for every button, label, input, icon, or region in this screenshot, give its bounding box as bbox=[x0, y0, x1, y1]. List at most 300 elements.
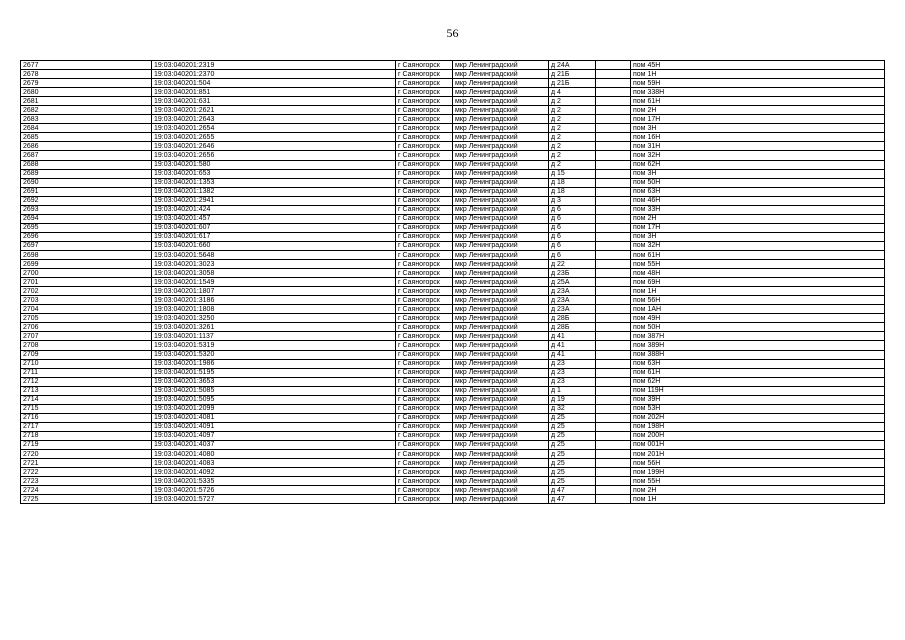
table-row bbox=[21, 278, 885, 287]
row-number-cell: 2684 bbox=[21, 124, 152, 133]
house-cell: д 25 bbox=[549, 413, 596, 422]
city-cell: г Саяногорск bbox=[396, 97, 453, 106]
table-row bbox=[21, 196, 885, 205]
row-number-cell: 2696 bbox=[21, 232, 152, 241]
district-cell: мкр Ленинградский bbox=[453, 323, 549, 332]
house-cell: д 2 bbox=[549, 133, 596, 142]
city-cell: г Саяногорск bbox=[396, 232, 453, 241]
table-row bbox=[21, 151, 885, 160]
city-cell: г Саяногорск bbox=[396, 341, 453, 350]
blank-cell bbox=[596, 495, 631, 504]
table-row bbox=[21, 223, 885, 232]
district-cell: мкр Ленинградский bbox=[453, 169, 549, 178]
cadastral-number-cell: 19:03:040201:5727 bbox=[152, 495, 396, 504]
house-cell: д 25 bbox=[549, 450, 596, 459]
house-cell: д 25 bbox=[549, 440, 596, 449]
table-row bbox=[21, 232, 885, 241]
district-cell: мкр Ленинградский bbox=[453, 133, 549, 142]
premises-cell: пом 53Н bbox=[631, 404, 885, 413]
blank-cell bbox=[596, 196, 631, 205]
house-cell: д 23А bbox=[549, 305, 596, 314]
row-number-cell: 2683 bbox=[21, 115, 152, 124]
row-number-cell: 2698 bbox=[21, 250, 152, 259]
district-cell: мкр Ленинградский bbox=[453, 359, 549, 368]
cadastral-number-cell: 19:03:040201:4081 bbox=[152, 413, 396, 422]
cadastral-number-cell: 19:03:040201:1808 bbox=[152, 305, 396, 314]
district-cell: мкр Ленинградский bbox=[453, 61, 549, 70]
row-number-cell: 2710 bbox=[21, 359, 152, 368]
district-cell: мкр Ленинградский bbox=[453, 305, 549, 314]
row-number-cell: 2695 bbox=[21, 223, 152, 232]
premises-cell: пом 62Н bbox=[631, 377, 885, 386]
row-number-cell: 2713 bbox=[21, 386, 152, 395]
blank-cell bbox=[596, 431, 631, 440]
cadastral-number-cell: 19:03:040201:4092 bbox=[152, 468, 396, 477]
city-cell: г Саяногорск bbox=[396, 70, 453, 79]
cadastral-number-cell: 19:03:040201:5319 bbox=[152, 341, 396, 350]
row-number-cell: 2677 bbox=[21, 61, 152, 70]
city-cell: г Саяногорск bbox=[396, 350, 453, 359]
house-cell: д 32 bbox=[549, 404, 596, 413]
district-cell: мкр Ленинградский bbox=[453, 296, 549, 305]
premises-cell: пом 48Н bbox=[631, 269, 885, 278]
row-number-cell: 2701 bbox=[21, 278, 152, 287]
cadastral-number-cell: 19:03:040201:1549 bbox=[152, 278, 396, 287]
cadastral-number-cell: 19:03:040201:4083 bbox=[152, 459, 396, 468]
house-cell: д 2 bbox=[549, 142, 596, 151]
city-cell: г Саяногорск bbox=[396, 269, 453, 278]
premises-cell: пом 61Н bbox=[631, 250, 885, 259]
district-cell: мкр Ленинградский bbox=[453, 97, 549, 106]
premises-cell: пом 3Н bbox=[631, 124, 885, 133]
table-row bbox=[21, 214, 885, 223]
row-number-cell: 2681 bbox=[21, 97, 152, 106]
house-cell: д 47 bbox=[549, 495, 596, 504]
district-cell: мкр Ленинградский bbox=[453, 223, 549, 232]
table-row bbox=[21, 368, 885, 377]
cadastral-number-cell: 19:03:040201:4037 bbox=[152, 440, 396, 449]
row-number-cell: 2685 bbox=[21, 133, 152, 142]
row-number-cell: 2700 bbox=[21, 269, 152, 278]
house-cell: д 3 bbox=[549, 196, 596, 205]
blank-cell bbox=[596, 422, 631, 431]
blank-cell bbox=[596, 115, 631, 124]
district-cell: мкр Ленинградский bbox=[453, 178, 549, 187]
house-cell: д 4 bbox=[549, 88, 596, 97]
premises-cell: пом 55Н bbox=[631, 260, 885, 269]
district-cell: мкр Ленинградский bbox=[453, 486, 549, 495]
premises-cell: пом 39Н bbox=[631, 395, 885, 404]
district-cell: мкр Ленинградский bbox=[453, 115, 549, 124]
blank-cell bbox=[596, 142, 631, 151]
row-number-cell: 2708 bbox=[21, 341, 152, 350]
district-cell: мкр Ленинградский bbox=[453, 241, 549, 250]
house-cell: д 18 bbox=[549, 187, 596, 196]
house-cell: д 25 bbox=[549, 422, 596, 431]
premises-cell: пом 199Н bbox=[631, 468, 885, 477]
district-cell: мкр Ленинградский bbox=[453, 232, 549, 241]
city-cell: г Саяногорск bbox=[396, 377, 453, 386]
blank-cell bbox=[596, 70, 631, 79]
cadastral-number-cell: 19:03:040201:617 bbox=[152, 232, 396, 241]
table-row bbox=[21, 413, 885, 422]
district-cell: мкр Ленинградский bbox=[453, 79, 549, 88]
blank-cell bbox=[596, 124, 631, 133]
row-number-cell: 2689 bbox=[21, 169, 152, 178]
house-cell: д 21Б bbox=[549, 70, 596, 79]
premises-cell: пом 202Н bbox=[631, 413, 885, 422]
premises-cell: пом 61Н bbox=[631, 368, 885, 377]
table-row bbox=[21, 305, 885, 314]
district-cell: мкр Ленинградский bbox=[453, 431, 549, 440]
cadastral-number-cell: 19:03:040201:2656 bbox=[152, 151, 396, 160]
house-cell: д 2 bbox=[549, 97, 596, 106]
premises-cell: пом 3Н bbox=[631, 169, 885, 178]
table-row bbox=[21, 97, 885, 106]
table-row bbox=[21, 287, 885, 296]
row-number-cell: 2702 bbox=[21, 287, 152, 296]
house-cell: д 25А bbox=[549, 278, 596, 287]
house-cell: д 23 bbox=[549, 359, 596, 368]
city-cell: г Саяногорск bbox=[396, 404, 453, 413]
blank-cell bbox=[596, 241, 631, 250]
house-cell: д 41 bbox=[549, 341, 596, 350]
cadastral-number-cell: 19:03:040201:4080 bbox=[152, 450, 396, 459]
district-cell: мкр Ленинградский bbox=[453, 70, 549, 79]
city-cell: г Саяногорск bbox=[396, 368, 453, 377]
premises-cell: пом 200Н bbox=[631, 431, 885, 440]
premises-cell: пом 2Н bbox=[631, 214, 885, 223]
house-cell: д 41 bbox=[549, 332, 596, 341]
cadastral-number-cell: 19:03:040201:1986 bbox=[152, 359, 396, 368]
premises-cell: пом 3Н bbox=[631, 232, 885, 241]
district-cell: мкр Ленинградский bbox=[453, 196, 549, 205]
city-cell: г Саяногорск bbox=[396, 115, 453, 124]
district-cell: мкр Ленинградский bbox=[453, 332, 549, 341]
blank-cell bbox=[596, 368, 631, 377]
premises-cell: пом 1Н bbox=[631, 495, 885, 504]
blank-cell bbox=[596, 151, 631, 160]
city-cell: г Саяногорск bbox=[396, 305, 453, 314]
row-number-cell: 2724 bbox=[21, 486, 152, 495]
blank-cell bbox=[596, 450, 631, 459]
blank-cell bbox=[596, 413, 631, 422]
row-number-cell: 2694 bbox=[21, 214, 152, 223]
blank-cell bbox=[596, 232, 631, 241]
blank-cell bbox=[596, 88, 631, 97]
district-cell: мкр Ленинградский bbox=[453, 386, 549, 395]
district-cell: мкр Ленинградский bbox=[453, 404, 549, 413]
row-number-cell: 2693 bbox=[21, 205, 152, 214]
table-row bbox=[21, 106, 885, 115]
district-cell: мкр Ленинградский bbox=[453, 341, 549, 350]
house-cell: д 47 bbox=[549, 486, 596, 495]
table-row bbox=[21, 459, 885, 468]
table-row bbox=[21, 386, 885, 395]
table-row bbox=[21, 61, 885, 70]
table-row bbox=[21, 332, 885, 341]
city-cell: г Саяногорск bbox=[396, 187, 453, 196]
house-cell: д 41 bbox=[549, 350, 596, 359]
cadastral-number-cell: 19:03:040201:4097 bbox=[152, 431, 396, 440]
table-row bbox=[21, 142, 885, 151]
blank-cell bbox=[596, 440, 631, 449]
cadastral-number-cell: 19:03:040201:660 bbox=[152, 241, 396, 250]
premises-cell: пом 119Н bbox=[631, 386, 885, 395]
blank-cell bbox=[596, 79, 631, 88]
house-cell: д 28Б bbox=[549, 314, 596, 323]
premises-cell: пом 17Н bbox=[631, 223, 885, 232]
cadastral-number-cell: 19:03:040201:580 bbox=[152, 160, 396, 169]
cadastral-number-cell: 19:03:040201:607 bbox=[152, 223, 396, 232]
district-cell: мкр Ленинградский bbox=[453, 160, 549, 169]
city-cell: г Саяногорск bbox=[396, 151, 453, 160]
cadastral-number-cell: 19:03:040201:5726 bbox=[152, 486, 396, 495]
district-cell: мкр Ленинградский bbox=[453, 468, 549, 477]
house-cell: д 15 bbox=[549, 169, 596, 178]
table-row bbox=[21, 88, 885, 97]
district-cell: мкр Ленинградский bbox=[453, 88, 549, 97]
house-cell: д 6 bbox=[549, 232, 596, 241]
row-number-cell: 2719 bbox=[21, 440, 152, 449]
blank-cell bbox=[596, 133, 631, 142]
blank-cell bbox=[596, 359, 631, 368]
blank-cell bbox=[596, 61, 631, 70]
city-cell: г Саяногорск bbox=[396, 287, 453, 296]
city-cell: г Саяногорск bbox=[396, 314, 453, 323]
premises-cell: пом 45Н bbox=[631, 61, 885, 70]
blank-cell bbox=[596, 205, 631, 214]
premises-cell: пом 59Н bbox=[631, 79, 885, 88]
city-cell: г Саяногорск bbox=[396, 332, 453, 341]
premises-cell: пом 2Н bbox=[631, 486, 885, 495]
row-number-cell: 2712 bbox=[21, 377, 152, 386]
premises-cell: пом 50Н bbox=[631, 323, 885, 332]
row-number-cell: 2714 bbox=[21, 395, 152, 404]
district-cell: мкр Ленинградский bbox=[453, 205, 549, 214]
table-row bbox=[21, 440, 885, 449]
district-cell: мкр Ленинградский bbox=[453, 477, 549, 486]
district-cell: мкр Ленинградский bbox=[453, 395, 549, 404]
house-cell: д 25 bbox=[549, 459, 596, 468]
city-cell: г Саяногорск bbox=[396, 142, 453, 151]
row-number-cell: 2722 bbox=[21, 468, 152, 477]
district-cell: мкр Ленинградский bbox=[453, 124, 549, 133]
district-cell: мкр Ленинградский bbox=[453, 187, 549, 196]
house-cell: д 2 bbox=[549, 115, 596, 124]
city-cell: г Саяногорск bbox=[396, 413, 453, 422]
city-cell: г Саяногорск bbox=[396, 88, 453, 97]
row-number-cell: 2725 bbox=[21, 495, 152, 504]
cadastral-number-cell: 19:03:040201:2655 bbox=[152, 133, 396, 142]
district-cell: мкр Ленинградский bbox=[453, 377, 549, 386]
district-cell: мкр Ленинградский bbox=[453, 314, 549, 323]
district-cell: мкр Ленинградский bbox=[453, 278, 549, 287]
cadastral-number-cell: 19:03:040201:1382 bbox=[152, 187, 396, 196]
table-row bbox=[21, 477, 885, 486]
row-number-cell: 2716 bbox=[21, 413, 152, 422]
district-cell: мкр Ленинградский bbox=[453, 106, 549, 115]
city-cell: г Саяногорск bbox=[396, 459, 453, 468]
city-cell: г Саяногорск bbox=[396, 160, 453, 169]
cadastral-number-cell: 19:03:040201:504 bbox=[152, 79, 396, 88]
table-row bbox=[21, 450, 885, 459]
row-number-cell: 2692 bbox=[21, 196, 152, 205]
house-cell: д 6 bbox=[549, 205, 596, 214]
cadastral-number-cell: 19:03:040201:5195 bbox=[152, 368, 396, 377]
blank-cell bbox=[596, 214, 631, 223]
premises-cell: пом 69Н bbox=[631, 278, 885, 287]
table-row bbox=[21, 395, 885, 404]
table-row bbox=[21, 350, 885, 359]
district-cell: мкр Ленинградский bbox=[453, 459, 549, 468]
cadastral-number-cell: 19:03:040201:5335 bbox=[152, 477, 396, 486]
house-cell: д 25 bbox=[549, 477, 596, 486]
table-row bbox=[21, 359, 885, 368]
house-cell: д 18 bbox=[549, 178, 596, 187]
cadastral-number-cell: 19:03:040201:631 bbox=[152, 97, 396, 106]
cadastral-number-cell: 19:03:040201:1353 bbox=[152, 178, 396, 187]
blank-cell bbox=[596, 395, 631, 404]
premises-cell: пом 16Н bbox=[631, 133, 885, 142]
house-cell: д 6 bbox=[549, 214, 596, 223]
city-cell: г Саяногорск bbox=[396, 477, 453, 486]
premises-cell: пом 56Н bbox=[631, 296, 885, 305]
table-row bbox=[21, 79, 885, 88]
blank-cell bbox=[596, 296, 631, 305]
blank-cell bbox=[596, 404, 631, 413]
house-cell: д 23Б bbox=[549, 269, 596, 278]
row-number-cell: 2690 bbox=[21, 178, 152, 187]
row-number-cell: 2682 bbox=[21, 106, 152, 115]
table-row bbox=[21, 250, 885, 259]
cadastral-number-cell: 19:03:040201:3250 bbox=[152, 314, 396, 323]
district-cell: мкр Ленинградский bbox=[453, 440, 549, 449]
blank-cell bbox=[596, 287, 631, 296]
district-cell: мкр Ленинградский bbox=[453, 495, 549, 504]
row-number-cell: 2721 bbox=[21, 459, 152, 468]
city-cell: г Саяногорск bbox=[396, 196, 453, 205]
row-number-cell: 2715 bbox=[21, 404, 152, 413]
premises-cell: пом 49Н bbox=[631, 314, 885, 323]
row-number-cell: 2697 bbox=[21, 241, 152, 250]
table-row bbox=[21, 133, 885, 142]
house-cell: д 19 bbox=[549, 395, 596, 404]
row-number-cell: 2703 bbox=[21, 296, 152, 305]
city-cell: г Саяногорск bbox=[396, 223, 453, 232]
premises-cell: пом 61Н bbox=[631, 97, 885, 106]
premises-cell: пом 56Н bbox=[631, 459, 885, 468]
blank-cell bbox=[596, 269, 631, 278]
table-row bbox=[21, 431, 885, 440]
blank-cell bbox=[596, 160, 631, 169]
city-cell: г Саяногорск bbox=[396, 359, 453, 368]
table-row bbox=[21, 260, 885, 269]
row-number-cell: 2687 bbox=[21, 151, 152, 160]
premises-cell: пом 62Н bbox=[631, 160, 885, 169]
district-cell: мкр Ленинградский bbox=[453, 287, 549, 296]
city-cell: г Саяногорск bbox=[396, 422, 453, 431]
cadastral-number-cell: 19:03:040201:851 bbox=[152, 88, 396, 97]
row-number-cell: 2699 bbox=[21, 260, 152, 269]
city-cell: г Саяногорск bbox=[396, 486, 453, 495]
premises-cell: пом 387Н bbox=[631, 332, 885, 341]
city-cell: г Саяногорск bbox=[396, 169, 453, 178]
house-cell: д 23А bbox=[549, 296, 596, 305]
row-number-cell: 2688 bbox=[21, 160, 152, 169]
blank-cell bbox=[596, 187, 631, 196]
cadastral-number-cell: 19:03:040201:2941 bbox=[152, 196, 396, 205]
table-row bbox=[21, 115, 885, 124]
premises-cell: пом 33Н bbox=[631, 205, 885, 214]
house-cell: д 1 bbox=[549, 386, 596, 395]
district-cell: мкр Ленинградский bbox=[453, 260, 549, 269]
table-row bbox=[21, 486, 885, 495]
blank-cell bbox=[596, 169, 631, 178]
premises-cell: пом 198Н bbox=[631, 422, 885, 431]
premises-cell: пом 63Н bbox=[631, 187, 885, 196]
premises-cell: пом 55Н bbox=[631, 477, 885, 486]
table-row bbox=[21, 296, 885, 305]
house-cell: д 28Б bbox=[549, 323, 596, 332]
house-cell: д 6 bbox=[549, 223, 596, 232]
row-number-cell: 2718 bbox=[21, 431, 152, 440]
cadastral-number-cell: 19:03:040201:2621 bbox=[152, 106, 396, 115]
city-cell: г Саяногорск bbox=[396, 260, 453, 269]
city-cell: г Саяногорск bbox=[396, 124, 453, 133]
house-cell: д 6 bbox=[549, 250, 596, 259]
city-cell: г Саяногорск bbox=[396, 241, 453, 250]
cadastral-number-cell: 19:03:040201:4091 bbox=[152, 422, 396, 431]
cadastral-number-cell: 19:03:040201:457 bbox=[152, 214, 396, 223]
district-cell: мкр Ленинградский bbox=[453, 151, 549, 160]
cadastral-number-cell: 19:03:040201:2654 bbox=[152, 124, 396, 133]
blank-cell bbox=[596, 386, 631, 395]
blank-cell bbox=[596, 350, 631, 359]
house-cell: д 22 bbox=[549, 260, 596, 269]
cadastral-number-cell: 19:03:040201:3261 bbox=[152, 323, 396, 332]
blank-cell bbox=[596, 468, 631, 477]
city-cell: г Саяногорск bbox=[396, 450, 453, 459]
premises-cell: пом 1Н bbox=[631, 70, 885, 79]
blank-cell bbox=[596, 97, 631, 106]
premises-cell: пом 63Н bbox=[631, 359, 885, 368]
table-row bbox=[21, 495, 885, 504]
row-number-cell: 2686 bbox=[21, 142, 152, 151]
cadastral-number-cell: 19:03:040201:5085 bbox=[152, 386, 396, 395]
row-number-cell: 2680 bbox=[21, 88, 152, 97]
city-cell: г Саяногорск bbox=[396, 468, 453, 477]
premises-cell: пом 1Н bbox=[631, 287, 885, 296]
premises-cell: пом 201Н bbox=[631, 450, 885, 459]
blank-cell bbox=[596, 314, 631, 323]
city-cell: г Саяногорск bbox=[396, 278, 453, 287]
house-cell: д 23А bbox=[549, 287, 596, 296]
blank-cell bbox=[596, 223, 631, 232]
city-cell: г Саяногорск bbox=[396, 79, 453, 88]
cadastral-number-cell: 19:03:040201:3058 bbox=[152, 269, 396, 278]
premises-cell: пом 32Н bbox=[631, 241, 885, 250]
cadastral-number-cell: 19:03:040201:2319 bbox=[152, 61, 396, 70]
row-number-cell: 2720 bbox=[21, 450, 152, 459]
city-cell: г Саяногорск bbox=[396, 440, 453, 449]
cadastral-number-cell: 19:03:040201:424 bbox=[152, 205, 396, 214]
blank-cell bbox=[596, 178, 631, 187]
premises-cell: пом 31Н bbox=[631, 142, 885, 151]
cadastral-number-cell: 19:03:040201:2370 bbox=[152, 70, 396, 79]
cadastral-number-cell: 19:03:040201:1807 bbox=[152, 287, 396, 296]
table-row bbox=[21, 187, 885, 196]
